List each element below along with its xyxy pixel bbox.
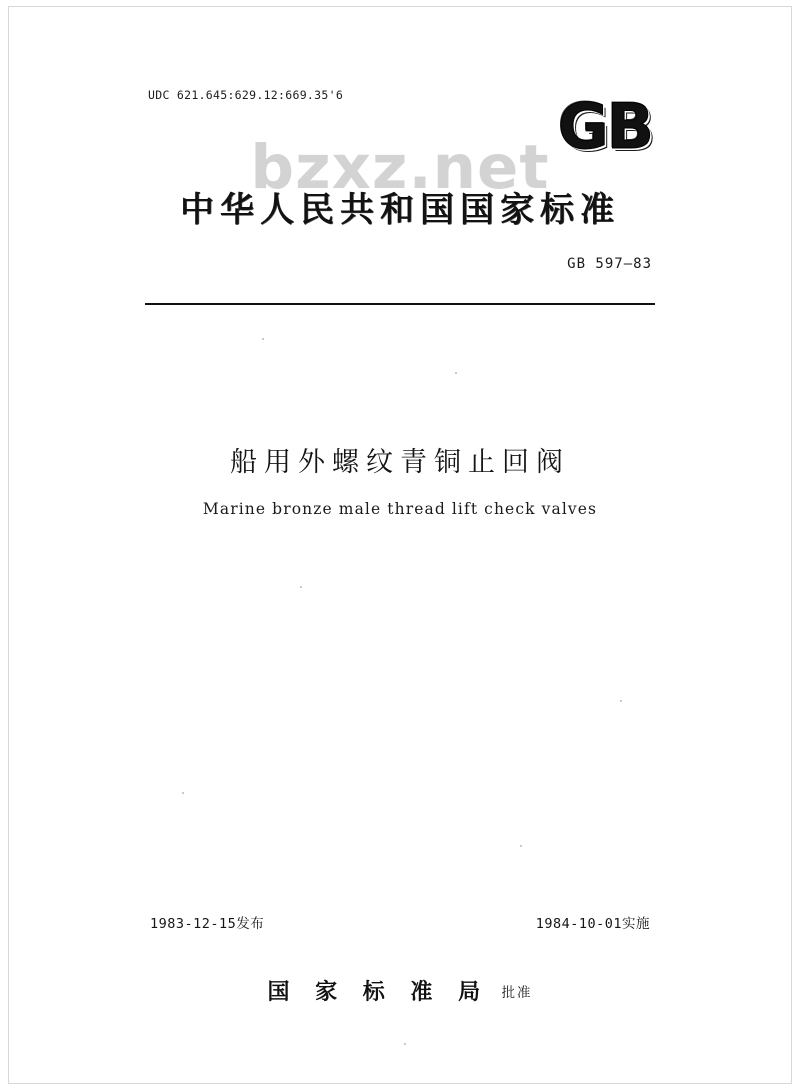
publisher-name: 国 家 标 准 局 (267, 980, 490, 1005)
effective-date: 1984-10-01实施 (535, 916, 650, 932)
udc-classification: UDC 621.645:629.12:669.35'6 (148, 88, 344, 102)
page-border (8, 6, 792, 1084)
standard-number: GB 597—83 (567, 256, 652, 272)
horizontal-divider (145, 303, 655, 305)
national-standard-title: 中华人民共和国国家标准 (180, 190, 620, 230)
standard-title-english: Marine bronze male thread lift check valves (202, 500, 598, 518)
approval-label: 批准 (501, 985, 533, 1001)
issue-date: 1983-12-15发布 (150, 916, 265, 932)
gb-logo: GB (557, 90, 652, 163)
watermark: bzxz.net (250, 132, 550, 203)
standard-title-chinese: 船用外螺纹青铜止回阀 (230, 447, 570, 478)
publisher-line (0, 975, 800, 1006)
